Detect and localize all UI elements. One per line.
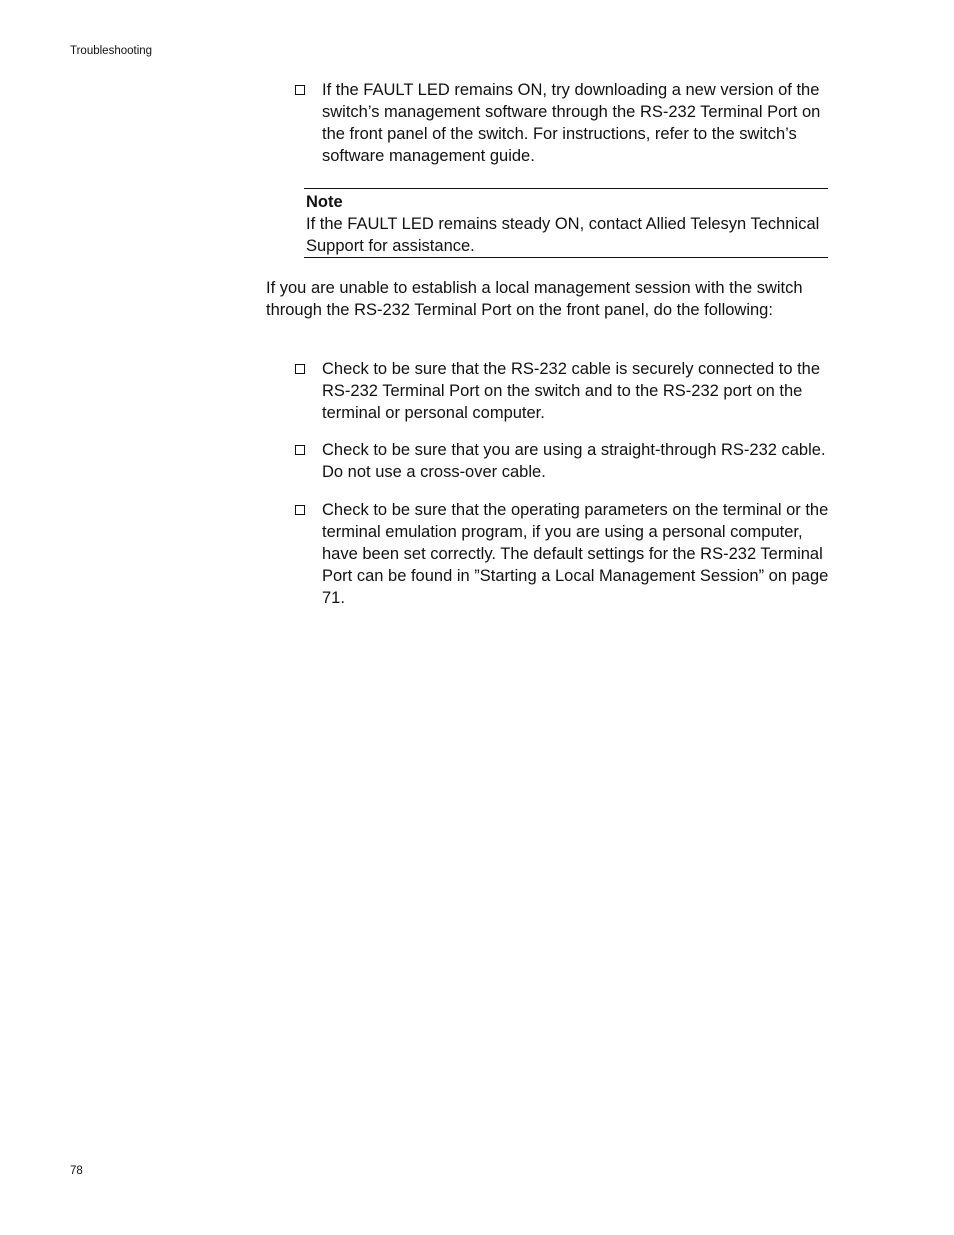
checkbox-square-icon	[295, 505, 305, 515]
running-header: Troubleshooting	[70, 45, 153, 57]
checkbox-square-icon	[295, 364, 305, 374]
bullet-text: Check to be sure that the operating parameters on the terminal or the terminal emulation program, if you are using a personal computer, have been set correctly. The default settings for the RS-232 Terminal Port can be found in ”Starting a Local Management Session” on page 71.	[322, 501, 829, 607]
note-body: If the FAULT LED remains steady ON, contact Allied Telesyn Technical Support for assistance.	[306, 215, 820, 255]
bullet-item-cable-connected	[295, 358, 835, 424]
checkbox-square-icon	[295, 85, 305, 95]
note-box	[304, 188, 828, 258]
page-number: 78	[70, 1165, 83, 1177]
checkbox-square-icon	[295, 445, 305, 455]
bullet-item-straight-through	[295, 439, 835, 483]
bullet-item-fault-led-download	[295, 79, 835, 167]
bullet-text: If the FAULT LED remains ON, try downloading a new version of the switch’s management software through the RS-232 Terminal Port on the front panel of the switch. For instructions, refer to the switch’s software management guide.	[322, 81, 821, 165]
bullet-text: Check to be sure that you are using a straight-through RS-232 cable. Do not use a cross-over cable.	[322, 441, 826, 481]
bullet-item-operating-parameters	[295, 499, 835, 609]
note-title: Note	[306, 193, 343, 211]
intro-paragraph: If you are unable to establish a local management session with the switch through the RS-232 Terminal Port on the front panel, do the following:	[266, 279, 803, 319]
bullet-text: Check to be sure that the RS-232 cable is securely connected to the RS-232 Terminal Port on the switch and to the RS-232 port on the terminal or personal computer.	[322, 360, 821, 422]
